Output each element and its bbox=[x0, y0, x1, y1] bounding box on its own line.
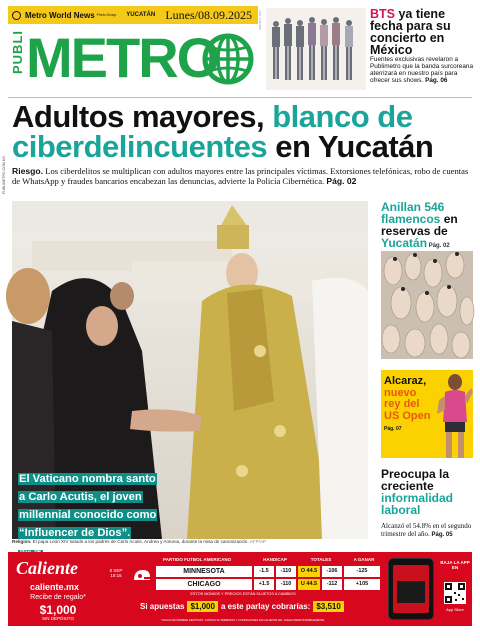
deck-page: Pág. 02 bbox=[326, 175, 357, 186]
main-headline[interactable]: Adultos mayores, blanco de ciberdelincuentes en Yucatán bbox=[12, 99, 434, 164]
alcaraz-headline: Alcaraz, nuevo rey del US Open Pág. 07 bbox=[384, 375, 431, 432]
flamingo-photo[interactable] bbox=[381, 251, 473, 359]
tennis-player-figure bbox=[433, 370, 473, 458]
headline-deck: Riesgo. Los ciberdelitos se multiplican con adultos mayores entre las principales víctimas. Extorsiones telefónicas, robo de cuentas de WhatsApp y fraudes bancarios encabezan las denuncias, advierte la Policía Cibernética. Pág. 02 bbox=[12, 166, 469, 186]
canonization-photo[interactable] bbox=[12, 201, 368, 539]
photo-caption: Religión. El papa León XIV saludó a los padres de Carlo Acutis, Andrea y Antonia, durante la misa de canonización. AFP/AP bbox=[12, 539, 267, 544]
flamencos-headline[interactable]: Anillan 546 flamencos en reservas de Yucatán Pág. 02 bbox=[381, 200, 458, 250]
issue-date: Lunes/08.09.2025 bbox=[165, 7, 252, 22]
odds-table bbox=[126, 557, 388, 595]
alcaraz-page: Pág. 07 bbox=[384, 426, 402, 432]
team-name: MINNESOTA bbox=[156, 566, 252, 577]
ad-site: caliente.mx bbox=[30, 582, 80, 592]
bts-summary: Fuentes exclusivas revelaron a Publimetro que la banda surcoreana aterrizará en nuestro país para ofrecer sus shows. Pág. 06 bbox=[370, 56, 474, 84]
odds-row: CHICAGO +1.5 -110 U 44.5 -112 +105 bbox=[126, 578, 388, 590]
team-name: CHICAGO bbox=[156, 579, 252, 590]
masthead-divider bbox=[8, 97, 472, 98]
qr-code-icon[interactable] bbox=[444, 582, 466, 604]
site-url: PUBLIMETRO.COM.MX bbox=[2, 155, 6, 194]
publi-label: PUBLI bbox=[10, 30, 25, 74]
ad-legal: *APLICA EN PRIMER DEPÓSITO. CONSULTA TÉRMINOS Y CONDICIONES EN CALIENTE.MX. JUEGA RESPONSABLEMENTE. bbox=[160, 618, 326, 622]
bet-amount: $1,000 bbox=[187, 601, 217, 612]
deck-lead: Riesgo. bbox=[12, 166, 44, 176]
edition-code: YUC-YUC-000 bbox=[258, 10, 262, 30]
brand-sub: Pirelo Group bbox=[96, 13, 117, 17]
edition-city: YUCATÁN bbox=[126, 12, 156, 18]
bts-headline[interactable]: BTS ya tiene fecha para su concierto en México bbox=[370, 7, 451, 57]
metro-world-news-bar bbox=[8, 6, 258, 24]
masthead bbox=[0, 0, 480, 96]
app-store-label[interactable]: App Store bbox=[446, 607, 464, 612]
vatican-overlay-caption[interactable]: El Vaticano nombra santo a Carlo Acutis, el joven millennial conocido como “Influencer de Dios”. bbox=[18, 469, 178, 559]
ad-brand: Caliente bbox=[16, 558, 78, 578]
globe-icon bbox=[202, 33, 254, 85]
ad-deposit: SIN DEPÓSITO bbox=[42, 616, 74, 621]
brand-name: Metro World News bbox=[25, 10, 95, 20]
informalidad-page: Pág. 05 bbox=[431, 532, 453, 538]
bts-group-photo[interactable] bbox=[266, 8, 366, 90]
alcaraz-promo[interactable] bbox=[381, 370, 473, 458]
informalidad-body: Alcanzó el 54.8% en el segundo trimestre del año. Pág. 05 bbox=[381, 522, 472, 538]
phone-mockup bbox=[388, 558, 434, 620]
metro-logo: METRO bbox=[26, 26, 219, 89]
ad-parlay: Si apuestas $1,000 a este parlay cobrarías: $3,510 bbox=[140, 601, 344, 612]
ad-gift: Recibe de regalo* bbox=[30, 594, 86, 601]
odds-row: MINNESOTA -1.5 -110 O 44.5 -106 -125 bbox=[126, 565, 388, 577]
odds-header: PARTIDO FUTBOL AMERICANO HANDICAP TOTALES A GANAR bbox=[162, 557, 375, 562]
ad-amount: $1,000 bbox=[39, 603, 77, 617]
ad-disclaimer: ESTOS MOMIOS Y PRECIOS ESTÁN SUJETOS A CAMBIOS bbox=[190, 592, 296, 596]
game-time: 8 SEP 19:15 bbox=[109, 568, 123, 578]
app-download[interactable]: BAJA LA APP EN bbox=[440, 560, 470, 570]
caliente-ad[interactable] bbox=[8, 552, 472, 626]
bts-page: Pág. 06 bbox=[425, 77, 448, 84]
informalidad-headline[interactable]: Preocupa la creciente informalidad laboral Alcanzó el 54.8% en el segundo trimestre del año. Pág. 05 bbox=[381, 467, 472, 538]
payout-amount: $3,510 bbox=[313, 601, 343, 612]
